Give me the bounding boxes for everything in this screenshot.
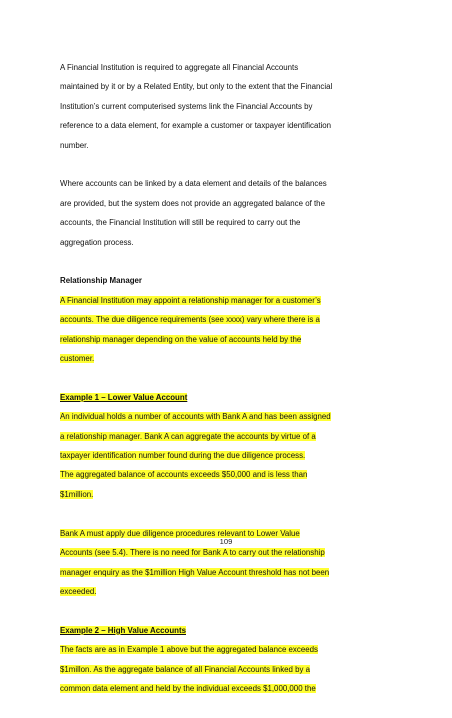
text-line: reference to a data element, for example a customer or taxpayer identification [60,121,332,131]
section-example-1-followup [60,524,395,602]
highlighted-line: a relationship manager. Bank A can aggregate the accounts by virtue of a [60,431,316,441]
highlighted-line: $1millon. As the aggregate balance of all Financial Accounts linked by a [60,664,311,674]
highlighted-line: customer. [60,354,95,364]
highlighted-line: common data element and held by the individual exceeds $1,000,000 the [60,683,316,693]
text-line: accounts, the Financial Institution will still be required to carry out the [60,218,301,228]
highlighted-line: An individual holds a number of accounts with Bank A and has been assigned [60,412,331,422]
paragraph-linked-accounts [60,174,395,252]
example-heading: Example 2 – High Value Accounts [60,625,186,635]
section-example-2 [60,621,395,699]
highlighted-line: Bank A must apply due diligence procedures relevant to Lower Value [60,528,300,538]
highlighted-line: $1million. [60,489,94,499]
text-line: A Financial Institution is required to aggregate all Financial Accounts [60,63,299,72]
text-line: are provided, but the system does not provide an aggregated balance of the [60,198,325,208]
highlighted-line: The facts are as in Example 1 above but the aggregated balance exceeds [60,645,318,655]
text-line: aggregation process. [60,237,134,247]
text-line: Where accounts can be linked by a data element and details of the balances [60,179,327,189]
text-line: maintained by it or by a Related Entity, but only to the extent that the Financial [60,82,333,92]
section-heading: Relationship Manager [60,276,142,286]
highlighted-line: A Financial Institution may appoint a relationship manager for a customer’s [60,295,321,305]
highlighted-line: relationship manager depending on the value of accounts held by the [60,334,302,344]
highlighted-line: manager enquiry as the $1million High Value Account threshold has not been [60,567,330,577]
section-relationship-manager [60,271,395,368]
section-example-1 [60,388,395,504]
highlighted-line: taxpayer identification number found during the due diligence process. [60,451,306,461]
paragraph-aggregation-intro [60,58,395,155]
example-heading: Example 1 – Lower Value Account [60,392,188,402]
page-number: 109 [219,537,233,546]
highlighted-line: exceeded. [60,586,97,596]
text-line: Institution’s current computerised systems link the Financial Accounts by [60,101,313,111]
text-line: number. [60,140,89,150]
page-body [60,58,395,718]
highlighted-line: The aggregated balance of accounts exceeds $50,000 and is less than [60,470,308,480]
highlighted-line: Accounts (see 5.4). There is no need for Bank A to carry out the relationship [60,548,325,558]
highlighted-line: accounts. The due diligence requirements (see xxxx) vary where there is a [60,315,320,325]
